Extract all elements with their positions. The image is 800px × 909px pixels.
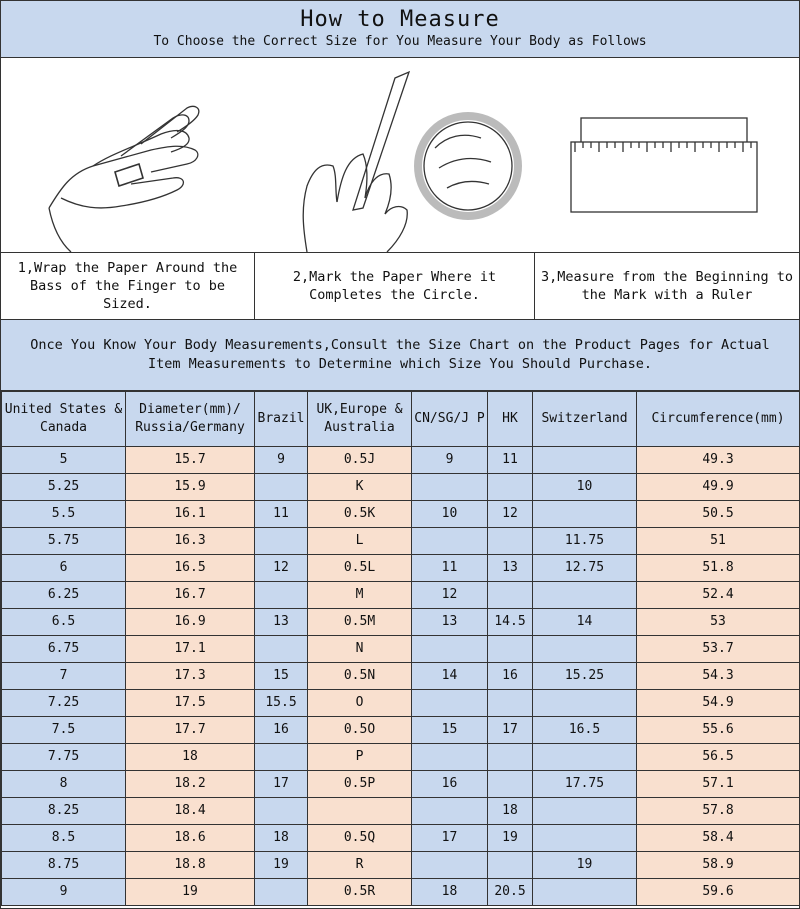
table-cell: 9 xyxy=(255,447,308,474)
table-cell: 7.25 xyxy=(2,690,126,717)
table-cell: 12 xyxy=(255,555,308,582)
table-cell xyxy=(488,636,533,663)
table-cell: 18.8 xyxy=(126,852,255,879)
steps-row xyxy=(1,253,799,320)
table-row xyxy=(2,825,800,852)
table-cell: 0.5M xyxy=(308,609,412,636)
table-cell: 18 xyxy=(255,825,308,852)
table-cell: 13 xyxy=(412,609,488,636)
table-cell xyxy=(255,528,308,555)
table-cell xyxy=(412,474,488,501)
table-cell: 18.4 xyxy=(126,798,255,825)
table-cell: 53.7 xyxy=(637,636,800,663)
table-cell: 10 xyxy=(533,474,637,501)
table-cell: L xyxy=(308,528,412,555)
illustration-step2 xyxy=(267,58,533,252)
table-cell: 9 xyxy=(2,879,126,906)
table-cell: 12.75 xyxy=(533,555,637,582)
table-cell xyxy=(255,582,308,609)
table-cell: 15.7 xyxy=(126,447,255,474)
table-row xyxy=(2,771,800,798)
table-cell xyxy=(533,636,637,663)
table-cell xyxy=(533,501,637,528)
table-cell xyxy=(488,474,533,501)
table-cell: 16 xyxy=(412,771,488,798)
table-cell: 57.8 xyxy=(637,798,800,825)
table-cell xyxy=(412,528,488,555)
table-row xyxy=(2,744,800,771)
table-cell xyxy=(533,690,637,717)
header-hk: HK xyxy=(488,392,533,447)
table-cell: 15.5 xyxy=(255,690,308,717)
table-cell: 16.3 xyxy=(126,528,255,555)
table-cell xyxy=(488,528,533,555)
header-switzerland: Switzerland xyxy=(533,392,637,447)
table-cell: 58.4 xyxy=(637,825,800,852)
table-cell: 59.6 xyxy=(637,879,800,906)
table-cell: N xyxy=(308,636,412,663)
page-subtitle: To Choose the Correct Size for You Measure Your Body as Follows xyxy=(153,34,647,49)
table-cell xyxy=(255,474,308,501)
table-cell: 5.75 xyxy=(2,528,126,555)
table-cell: 6 xyxy=(2,555,126,582)
table-cell: 10 xyxy=(412,501,488,528)
illustration-step1 xyxy=(1,58,267,252)
step-3-text: 3,Measure from the Beginning to the Mark with a Ruler xyxy=(534,253,799,319)
table-cell: 6.75 xyxy=(2,636,126,663)
table-cell: 0.5L xyxy=(308,555,412,582)
table-row xyxy=(2,501,800,528)
hand-mark-paper-icon xyxy=(267,58,533,252)
table-cell: 0.5R xyxy=(308,879,412,906)
table-cell: 16.7 xyxy=(126,582,255,609)
table-cell: 16 xyxy=(488,663,533,690)
table-cell: M xyxy=(308,582,412,609)
page-title: How to Measure xyxy=(300,7,500,32)
table-row xyxy=(2,555,800,582)
table-cell: 17.7 xyxy=(126,717,255,744)
table-cell: 18 xyxy=(488,798,533,825)
table-cell: 11 xyxy=(255,501,308,528)
table-cell: 6.25 xyxy=(2,582,126,609)
table-cell xyxy=(488,771,533,798)
table-cell xyxy=(308,798,412,825)
header-circumference: Circumference(mm) xyxy=(637,392,800,447)
table-cell: 0.5N xyxy=(308,663,412,690)
table-cell xyxy=(412,852,488,879)
table-cell xyxy=(533,798,637,825)
illustration-step3 xyxy=(533,58,799,252)
table-cell: P xyxy=(308,744,412,771)
header-uk-europe: UK,Europe & Australia xyxy=(308,392,412,447)
table-cell: 0.5K xyxy=(308,501,412,528)
table-cell: 0.5Q xyxy=(308,825,412,852)
ruler-icon xyxy=(533,58,799,252)
table-cell xyxy=(533,879,637,906)
table-cell: 17.75 xyxy=(533,771,637,798)
table-cell xyxy=(255,636,308,663)
table-cell: 13 xyxy=(488,555,533,582)
header-us-canada: United States & Canada xyxy=(2,392,126,447)
table-cell: 51.8 xyxy=(637,555,800,582)
table-cell: 19 xyxy=(126,879,255,906)
table-cell: 58.9 xyxy=(637,852,800,879)
table-cell xyxy=(412,690,488,717)
table-cell: 8.5 xyxy=(2,825,126,852)
table-row xyxy=(2,528,800,555)
table-cell xyxy=(412,744,488,771)
table-row xyxy=(2,474,800,501)
table-cell: 5.25 xyxy=(2,474,126,501)
table-cell: 19 xyxy=(255,852,308,879)
table-cell: O xyxy=(308,690,412,717)
table-cell: R xyxy=(308,852,412,879)
table-cell: 18.6 xyxy=(126,825,255,852)
table-cell: 8.75 xyxy=(2,852,126,879)
table-cell xyxy=(412,798,488,825)
table-row xyxy=(2,879,800,906)
table-row xyxy=(2,798,800,825)
table-cell: 7.5 xyxy=(2,717,126,744)
table-cell: 6.5 xyxy=(2,609,126,636)
table-row xyxy=(2,852,800,879)
table-cell xyxy=(488,690,533,717)
size-chart-body xyxy=(2,447,800,906)
table-cell: 57.1 xyxy=(637,771,800,798)
table-cell: 16 xyxy=(255,717,308,744)
table-cell: 15 xyxy=(255,663,308,690)
table-row xyxy=(2,636,800,663)
step-2-text: 2,Mark the Paper Where it Completes the Circle. xyxy=(254,253,534,319)
table-cell: 19 xyxy=(533,852,637,879)
table-cell: 49.3 xyxy=(637,447,800,474)
table-cell xyxy=(533,447,637,474)
table-header-row xyxy=(2,392,800,447)
table-cell: 7 xyxy=(2,663,126,690)
table-cell: 56.5 xyxy=(637,744,800,771)
table-cell xyxy=(488,582,533,609)
table-cell: 11.75 xyxy=(533,528,637,555)
table-cell: 17.3 xyxy=(126,663,255,690)
table-cell xyxy=(488,744,533,771)
table-cell: 16.5 xyxy=(126,555,255,582)
table-cell: 19 xyxy=(488,825,533,852)
table-cell: 0.5J xyxy=(308,447,412,474)
header xyxy=(1,1,799,58)
table-cell: 49.9 xyxy=(637,474,800,501)
table-cell: 54.9 xyxy=(637,690,800,717)
table-cell xyxy=(255,879,308,906)
table-cell: 53 xyxy=(637,609,800,636)
hand-wrap-paper-icon xyxy=(1,58,267,252)
table-cell: 11 xyxy=(412,555,488,582)
table-cell: 14.5 xyxy=(488,609,533,636)
table-cell: 15.25 xyxy=(533,663,637,690)
table-cell: 18 xyxy=(126,744,255,771)
table-cell: 8.25 xyxy=(2,798,126,825)
table-row xyxy=(2,609,800,636)
table-cell: 51 xyxy=(637,528,800,555)
step-1-text: 1,Wrap the Paper Around the Bass of the Finger to be Sized. xyxy=(17,260,238,312)
table-cell: 52.4 xyxy=(637,582,800,609)
table-cell: 15.9 xyxy=(126,474,255,501)
table-cell: 12 xyxy=(488,501,533,528)
table-row xyxy=(2,582,800,609)
table-cell: K xyxy=(308,474,412,501)
table-cell: 55.6 xyxy=(637,717,800,744)
table-cell xyxy=(533,825,637,852)
illustration-row xyxy=(1,58,799,253)
table-cell: 5.5 xyxy=(2,501,126,528)
table-cell: 12 xyxy=(412,582,488,609)
table-cell: 17.5 xyxy=(126,690,255,717)
table-cell xyxy=(255,744,308,771)
table-row xyxy=(2,663,800,690)
table-cell: 14 xyxy=(533,609,637,636)
table-cell: 16.1 xyxy=(126,501,255,528)
table-cell: 18 xyxy=(412,879,488,906)
table-row xyxy=(2,690,800,717)
table-cell: 16.5 xyxy=(533,717,637,744)
table-row xyxy=(2,447,800,474)
table-cell: 13 xyxy=(255,609,308,636)
table-row xyxy=(2,717,800,744)
table-cell xyxy=(533,582,637,609)
table-cell: 17 xyxy=(255,771,308,798)
table-cell: 0.5P xyxy=(308,771,412,798)
table-cell xyxy=(533,744,637,771)
size-chart-table xyxy=(1,391,800,906)
table-cell: 20.5 xyxy=(488,879,533,906)
table-cell: 54.3 xyxy=(637,663,800,690)
table-cell xyxy=(412,636,488,663)
table-cell: 0.5O xyxy=(308,717,412,744)
table-cell: 17 xyxy=(488,717,533,744)
table-cell: 7.75 xyxy=(2,744,126,771)
table-cell: 11 xyxy=(488,447,533,474)
table-cell xyxy=(255,798,308,825)
table-cell: 50.5 xyxy=(637,501,800,528)
table-cell: 18.2 xyxy=(126,771,255,798)
header-cn-sg-jp: CN/SG/J P xyxy=(412,392,488,447)
table-cell: 5 xyxy=(2,447,126,474)
table-cell: 16.9 xyxy=(126,609,255,636)
header-diameter: Diameter(mm)/ Russia/Germany xyxy=(126,392,255,447)
table-cell: 8 xyxy=(2,771,126,798)
table-cell: 17 xyxy=(412,825,488,852)
table-cell: 17.1 xyxy=(126,636,255,663)
table-cell: 9 xyxy=(412,447,488,474)
notice-text: Once You Know Your Body Measurements,Consult the Size Chart on the Product Pages for Actual Item Measurements to Determine which Size You Should Purchase. xyxy=(1,320,799,391)
header-brazil: Brazil xyxy=(255,392,308,447)
table-cell: 15 xyxy=(412,717,488,744)
table-cell: 14 xyxy=(412,663,488,690)
table-cell xyxy=(488,852,533,879)
